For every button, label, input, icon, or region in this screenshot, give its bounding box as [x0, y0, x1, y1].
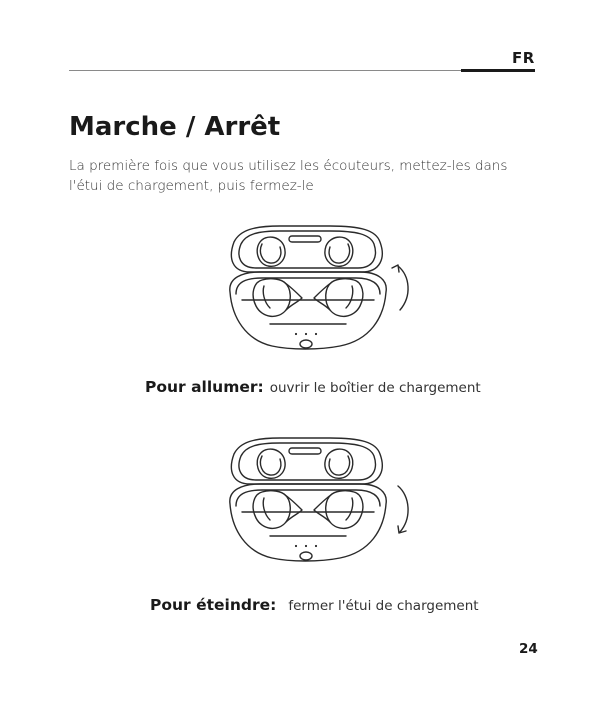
earbuds-case-close-illustration [220, 434, 420, 578]
power-off-label: Pour éteindre: [150, 596, 277, 614]
language-tag: FR [512, 49, 535, 67]
intro-paragraph: La première fois que vous utilisez les écouteurs, mettez-les dans l'étui de chargement, puis fermez-le [69, 158, 508, 194]
power-off-caption [150, 596, 479, 614]
header-rule-accent [461, 69, 535, 72]
power-on-label: Pour allumer: [145, 378, 264, 396]
page-title: Marche / Arrêt [69, 112, 281, 142]
page-number: 24 [519, 641, 538, 657]
power-on-caption [145, 378, 481, 396]
power-on-text: ouvrir le boîtier de chargement [269, 380, 481, 396]
power-off-text: fermer l'étui de chargement [288, 598, 479, 614]
earbuds-case-open-illustration [220, 222, 420, 366]
